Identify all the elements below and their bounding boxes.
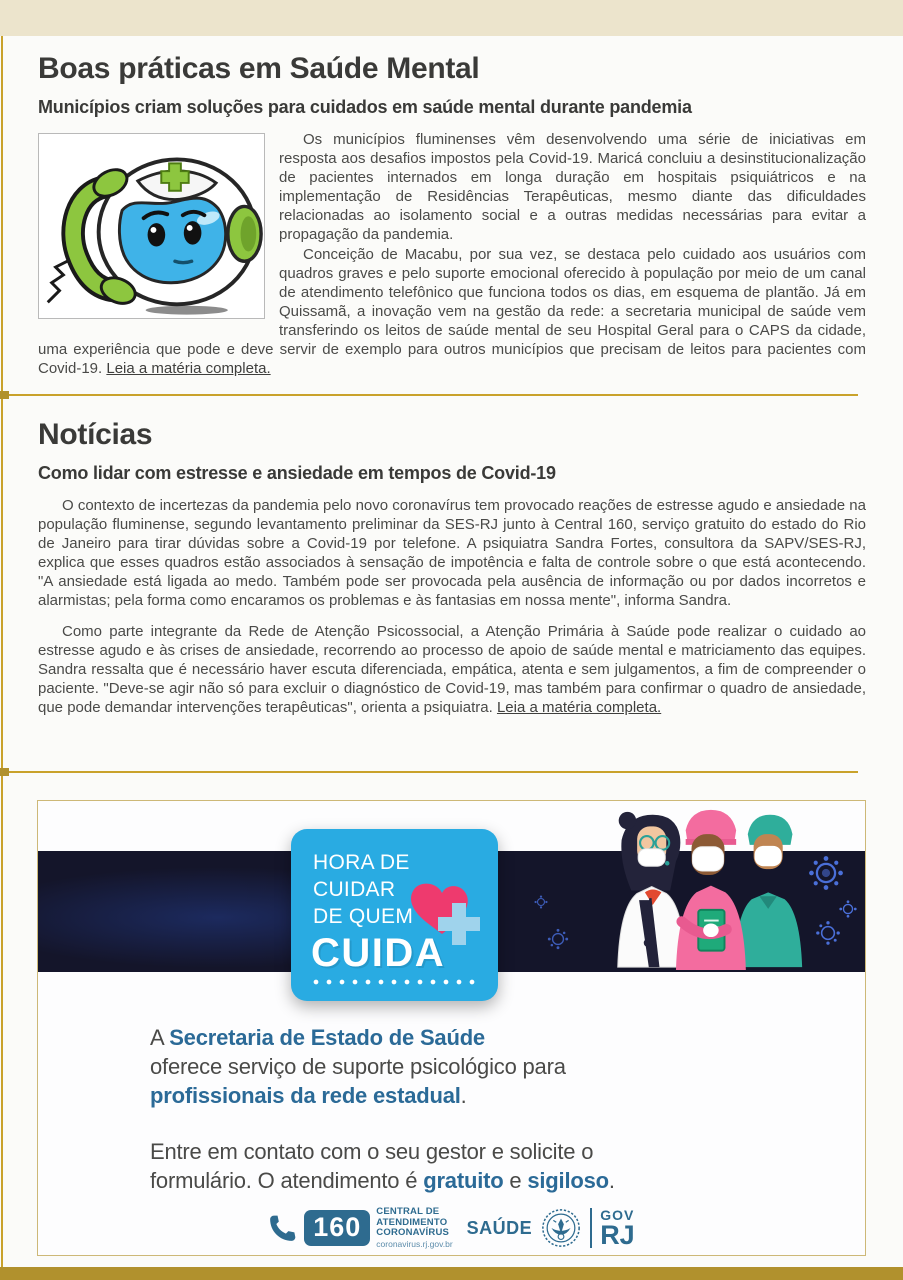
central-atendimento-label: CENTRAL DE ATENDIMENTO CORONAVÍRUS coronavirus.rj.gov.br: [376, 1206, 453, 1249]
read-more-link-1[interactable]: Leia a matéria completa.: [106, 359, 271, 377]
section-noticias: [38, 418, 866, 731]
cuida-banner: [37, 800, 866, 1256]
central-160-logo: [268, 1207, 452, 1249]
healthcare-workers-illustration: [603, 807, 813, 972]
hora-de-cuidar-card: [291, 829, 498, 1001]
number-160: 160: [304, 1210, 370, 1246]
robot-phone-icon: [39, 134, 264, 318]
doctor-figure: [618, 812, 686, 967]
surgeon-figure: [734, 815, 802, 967]
logo-separator: [590, 1208, 592, 1248]
virus-icon: [838, 899, 858, 919]
bold-gratuito: gratuito: [423, 1168, 504, 1193]
noticias-title: Notícias: [38, 418, 153, 451]
message-block-2: Entre em contato com o seu gestor e solicite o formulário. O atendimento é gratuito e sigiloso.: [150, 1139, 615, 1193]
section1-article: [38, 131, 866, 379]
phone-icon: [268, 1213, 298, 1243]
rj-coat-of-arms-icon: [540, 1207, 582, 1249]
top-cream-band: [0, 0, 903, 36]
section2-article: [38, 497, 866, 718]
section2-paragraph-2: Como parte integrante da Rede de Atenção Psicossocial, a Atenção Primária à Saúde pode realizar o cuidado ao estresse agudo e às crises de ansiedade, recorrendo ao processo de apoio de saúde mental e matriciamento das equipes. Sandra ressalta que é necessário haver escuta diferenciada, empática, atenta e sem julgamentos, a fim de compreender o paciente. "Deve-se agir não só para excluir o diagnóstico de Covid-19, mas também para confirmar o quadro de ansiedade, que pode demandar intervenções terapêuticas", orienta a psiquiatra. Leia a matéria completa.: [38, 623, 866, 717]
divider-tick: [0, 391, 9, 399]
nurse-figure: [676, 810, 746, 970]
saude-wordmark: SAÚDE: [466, 1217, 533, 1238]
saude-gov-rj-logo: [467, 1207, 635, 1249]
coronavirus-url: coronavirus.rj.gov.br: [376, 1238, 453, 1249]
virus-icon: [814, 919, 842, 947]
section-boas-praticas: [38, 52, 866, 381]
footer-logos: [38, 1207, 865, 1249]
section1-subtitle: Municípios criam soluções para cuidados em saúde mental durante pandemia: [38, 97, 692, 117]
section2-paragraph-1: O contexto de incertezas da pandemia pelo novo coronavírus tem provocado reações de estresse agudo e ansiedade na população fluminense, segundo levantamento preliminar da SES-RJ junto à Central 160, serviço gratuito do estado do Rio de Janeiro para tirar dúvidas sobre a Covid-19 por telefone. A psiquiatra Sandra Fortes, consultora da SAPV/SES-RJ, explica que esses quadros estão associados à sensação de impotência e falta de controle sobre o que está acontecendo. "A ansiedade está ligada ao medo. Também pode ser provocada pela ausência de informação ou por dados incorretos e alarmistas; pela forma como encaramos os problemas e às fantasias em nossa mente", informa Sandra.: [38, 497, 866, 609]
read-more-link-2[interactable]: Leia a matéria completa.: [496, 699, 662, 717]
section1-paragraph-2: Conceição de Macabu, por sua vez, se destaca pelo cuidado aos usuários com quadros graves e pelo suporte emocional oferecido à população por meio de um canal de atendimento telefônico que funciona todos os dias, em esquema de plantão. Já em Quissamã, a inovação vem na gestão da rede: a secretaria municipal de saúde vem transferindo os leitos de saúde mental de seu Hospital Geral para o CAPS da cidade, uma experiência que pode e deve servir de exemplo para outros municípios que precisam de leitos para pacientes com Covid-19. Leia a matéria completa.: [38, 246, 866, 377]
banner-message: [150, 1023, 615, 1222]
section2-subtitle: Como lidar com estresse e ansiedade em tempos de Covid-19: [38, 463, 556, 483]
virus-icon: [534, 895, 548, 909]
gov-rj-wordmark: GOV RJ: [600, 1206, 635, 1250]
cuida-word: CUIDA: [311, 931, 446, 975]
gold-divider-1: [0, 394, 858, 396]
robot-phone-illustration: [38, 133, 265, 319]
left-gold-rule: [1, 36, 3, 1268]
bold-profissionais: profissionais da rede estadual: [150, 1083, 461, 1108]
dotted-line: [313, 979, 481, 985]
bold-sigiloso: sigiloso: [527, 1168, 609, 1193]
message-block-1: A Secretaria de Estado de Saúde oferece serviço de suporte psicológico para profissionais da rede estadual.: [150, 1025, 566, 1108]
divider-tick: [0, 768, 9, 776]
page-title: Boas práticas em Saúde Mental: [38, 52, 480, 85]
section1-paragraph-1: Os municípios fluminenses vêm desenvolvendo uma série de iniciativas em resposta aos desafios impostos pela Covid-19. Maricá concluiu a desinstitucionalização de pacientes internados em longa duração em hospitais psiquiátricos e na implementação de Residências Terapêuticas, mesmo diante das dificuldades relacionadas ao isolamento social e a outras medidas necessárias para evitar a propagação da pandemia.: [279, 131, 866, 243]
gold-divider-2: [0, 771, 858, 773]
bold-secretaria: Secretaria de Estado de Saúde: [169, 1025, 485, 1050]
virus-icon: [546, 927, 570, 951]
bottom-gold-bar: [0, 1267, 903, 1280]
card-lines: HORA DE CUIDAR DE QUEM: [313, 851, 414, 928]
